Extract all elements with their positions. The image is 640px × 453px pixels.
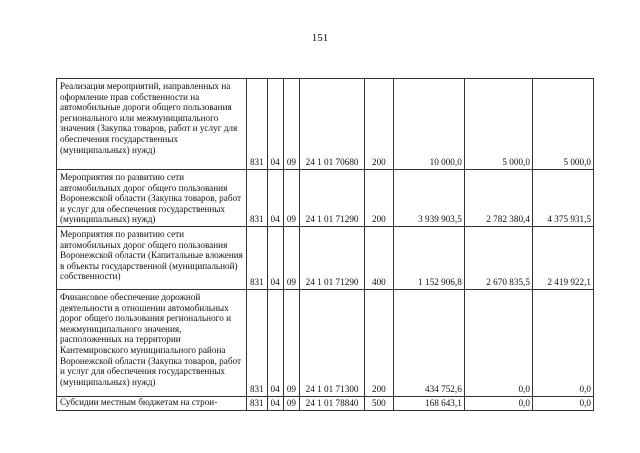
ministry-code: 831 <box>247 79 267 170</box>
amount-year-3: 2 419 922,1 <box>532 226 593 289</box>
row-description: Мероприятия по развитию сети автомобильных дорог общего пользования Воронежской области (Закупка товаров, работ и услуг для обеспечения государственных (муниципальных) нужд) <box>57 170 247 227</box>
amount-year-1: 434 752,6 <box>393 289 464 396</box>
section-code: 04 <box>267 170 283 227</box>
amount-year-2: 2 670 835,5 <box>464 226 532 289</box>
section-code: 04 <box>267 226 283 289</box>
table-row <box>57 396 594 410</box>
expense-type-code: 400 <box>365 226 393 289</box>
table-row <box>57 289 594 396</box>
amount-year-3: 0,0 <box>532 396 593 410</box>
amount-year-1: 3 939 903,5 <box>393 170 464 227</box>
amount-year-1: 10 000,0 <box>393 79 464 170</box>
target-article-code: 24 1 01 71290 <box>300 226 365 289</box>
ministry-code: 831 <box>247 170 267 227</box>
table-row <box>57 79 594 170</box>
table-row <box>57 226 594 289</box>
expense-type-code: 200 <box>365 79 393 170</box>
page-number: 151 <box>311 32 329 44</box>
amount-year-1: 168 643,1 <box>393 396 464 410</box>
subsection-code: 09 <box>283 396 299 410</box>
target-article-code: 24 1 01 71290 <box>300 170 365 227</box>
expense-type-code: 200 <box>365 170 393 227</box>
section-code: 04 <box>267 79 283 170</box>
expense-type-code: 500 <box>365 396 393 410</box>
row-description: Финансовое обеспечение дорожной деятельности в отношении автомобильных дорог общего пользования регионального и межмуниципального значения, расположенных на территории Кантемировского муниципального района Воронежской области (Закупка товаров, работ и услуг для обеспечения государственных (муниципальных) нужд) <box>57 289 247 396</box>
subsection-code: 09 <box>283 79 299 170</box>
amount-year-2: 0,0 <box>464 396 532 410</box>
amount-year-3: 4 375 931,5 <box>532 170 593 227</box>
subsection-code: 09 <box>283 226 299 289</box>
row-description: Мероприятия по развитию сети автомобильных дорог общего пользования Воронежской области (Капитальные вложения в объекты государственной (муниципальной) собственности) <box>57 226 247 289</box>
target-article-code: 24 1 01 71300 <box>300 289 365 396</box>
section-code: 04 <box>267 396 283 410</box>
row-description: Реализация мероприятий, направленных на оформление прав собственности на автомобильные дороги общего пользования регионального или межмуниципального значения (Закупка товаров, работ и услуг для обеспечения государственных (муниципальных) нужд) <box>57 79 247 170</box>
ministry-code: 831 <box>247 226 267 289</box>
amount-year-2: 5 000,0 <box>464 79 532 170</box>
budget-table <box>56 78 594 411</box>
subsection-code: 09 <box>283 289 299 396</box>
section-code: 04 <box>267 289 283 396</box>
ministry-code: 831 <box>247 289 267 396</box>
amount-year-1: 1 152 906,8 <box>393 226 464 289</box>
amount-year-3: 5 000,0 <box>532 79 593 170</box>
table-row <box>57 170 594 227</box>
target-article-code: 24 1 01 70680 <box>300 79 365 170</box>
amount-year-2: 0,0 <box>464 289 532 396</box>
subsection-code: 09 <box>283 170 299 227</box>
amount-year-3: 0,0 <box>532 289 593 396</box>
amount-year-2: 2 782 380,4 <box>464 170 532 227</box>
expense-type-code: 200 <box>365 289 393 396</box>
ministry-code: 831 <box>247 396 267 410</box>
target-article-code: 24 1 01 78840 <box>300 396 365 410</box>
row-description: Субсидии местным бюджетам на строи- <box>57 396 247 410</box>
